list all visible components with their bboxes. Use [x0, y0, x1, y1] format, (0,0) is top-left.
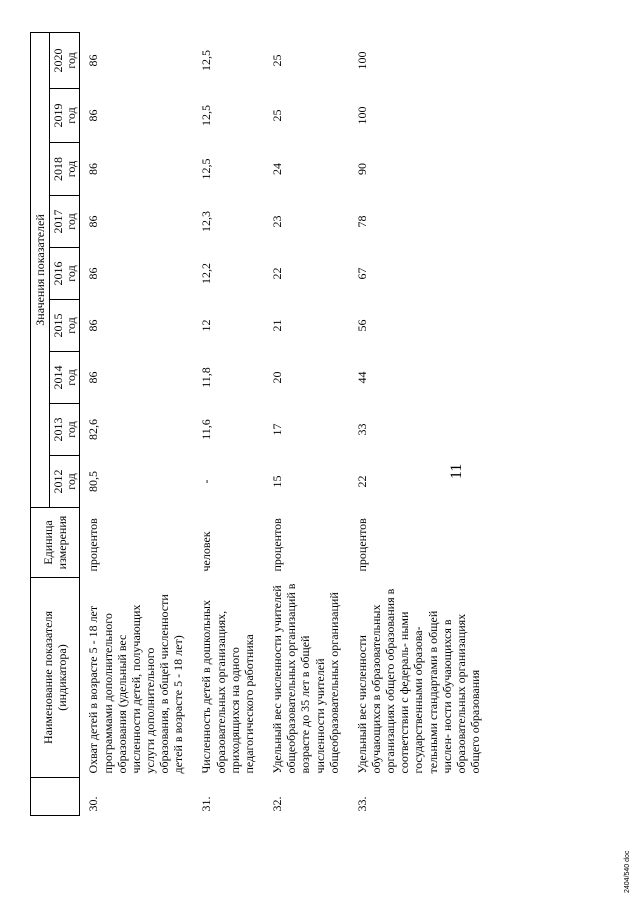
row-number: 31. — [199, 796, 214, 812]
page-number: 11 — [448, 463, 465, 479]
value-cell: 78 — [354, 215, 369, 228]
value-cell: 86 — [86, 267, 101, 280]
value-cell: 21 — [270, 319, 285, 332]
value-cell: 90 — [354, 163, 369, 175]
year-header-6 — [50, 143, 80, 196]
value-cell: 23 — [270, 215, 285, 228]
value-cell: 25 — [270, 54, 285, 67]
value-cell: 20 — [270, 371, 285, 384]
value-cell: 15 — [270, 475, 285, 488]
table-row — [193, 32, 264, 815]
value-cell: 11,6 — [199, 419, 214, 440]
value-cell: 56 — [354, 319, 369, 332]
value-cell: 22 — [354, 475, 369, 488]
year-header-1 — [50, 404, 80, 456]
year-value: 2020 — [51, 48, 66, 73]
value-cell: 12 — [199, 319, 214, 332]
value-cell: 100 — [354, 106, 369, 125]
year-header-5 — [50, 196, 80, 248]
year-unit: год — [63, 265, 78, 282]
year-unit: год — [63, 107, 78, 124]
year-header-7 — [50, 89, 80, 143]
value-cell: 86 — [86, 215, 101, 228]
year-header-0 — [50, 456, 80, 508]
year-header-8 — [50, 32, 80, 88]
year-header-4 — [50, 248, 80, 300]
row-number: 30. — [86, 796, 101, 812]
value-cell: 86 — [86, 371, 101, 384]
value-cell: 86 — [86, 54, 101, 67]
year-unit: год — [63, 160, 78, 178]
table-row — [80, 32, 194, 815]
value-cell: 100 — [354, 51, 369, 70]
indicator-name: Удельный вес численности обучающихся в образовательных организациях общего образования в соответствии с федераль- ными государственными образова- тельными стандартами в общей числен- ности обучающихся в образовательных организациях общего образования — [354, 588, 483, 774]
value-cell: 86 — [86, 319, 101, 332]
value-cell: 25 — [270, 109, 285, 122]
table-row — [264, 32, 349, 815]
value-cell: 11,8 — [199, 367, 214, 388]
indicators-table — [30, 32, 490, 816]
value-cell: 24 — [270, 163, 285, 175]
indicator-name: Удельный вес численности учителей общеобразовательных организаций в возрасте до 35 лет в общей численности учителей общеобразовательных организаций — [270, 583, 341, 774]
value-cell: 12,5 — [199, 49, 214, 71]
year-value: 2018 — [51, 157, 66, 181]
value-cell: 33 — [354, 423, 369, 436]
footer-doc-id: 2404/540 doc — [624, 850, 631, 893]
value-cell: 86 — [86, 109, 101, 122]
number-header — [31, 778, 80, 816]
unit-header: Единица измерения — [31, 508, 80, 578]
year-header-2 — [50, 352, 80, 404]
year-unit: год — [63, 317, 78, 334]
value-cell: 12,2 — [199, 263, 214, 284]
value-cell: 12,3 — [199, 211, 214, 232]
year-unit: год — [63, 421, 78, 438]
table-row — [349, 32, 490, 815]
indicator-unit: процентов — [354, 518, 369, 572]
year-value: 2017 — [51, 209, 66, 234]
value-cell: 67 — [354, 267, 369, 280]
year-value: 2019 — [51, 103, 66, 128]
indicator-unit: человек — [199, 531, 214, 572]
year-unit: год — [63, 213, 78, 230]
value-cell: 86 — [86, 163, 101, 175]
value-cell: 12,5 — [199, 105, 214, 126]
name-header: Наименование показателя (индикатора) — [31, 578, 80, 778]
row-number: 33. — [354, 796, 369, 812]
year-value: 2016 — [51, 261, 66, 286]
year-unit: год — [63, 473, 78, 490]
row-number: 32. — [270, 796, 285, 812]
year-header-3 — [50, 300, 80, 352]
values-group-header: Значения показателей — [31, 32, 50, 507]
year-value: 2012 — [51, 469, 66, 494]
value-cell: 44 — [354, 371, 369, 384]
indicator-name: Численность детей в дошкольных образовательных организациях, приходящихся на одного педагогического работника — [199, 600, 256, 774]
year-value: 2015 — [51, 313, 66, 338]
value-cell: - — [199, 479, 214, 484]
year-unit: год — [63, 52, 78, 69]
value-cell: 82,6 — [86, 419, 101, 440]
year-unit: год — [63, 369, 78, 386]
indicators-body — [80, 32, 490, 815]
year-value: 2014 — [51, 365, 66, 390]
value-cell: 22 — [270, 267, 285, 280]
indicator-unit: процентов — [270, 518, 285, 572]
value-cell: 80,5 — [86, 471, 101, 492]
indicator-unit: процентов — [86, 518, 101, 572]
indicator-name: Охват детей в возрасте 5 - 18 лет программами дополнительного образования (удельный вес численности детей, получающих услуги дополнительного образования, в общей численности детей в возрасте 5 - 18 лет) — [86, 594, 186, 774]
value-cell: 12,5 — [199, 158, 214, 180]
year-value: 2013 — [51, 417, 66, 442]
value-cell: 17 — [270, 423, 285, 436]
